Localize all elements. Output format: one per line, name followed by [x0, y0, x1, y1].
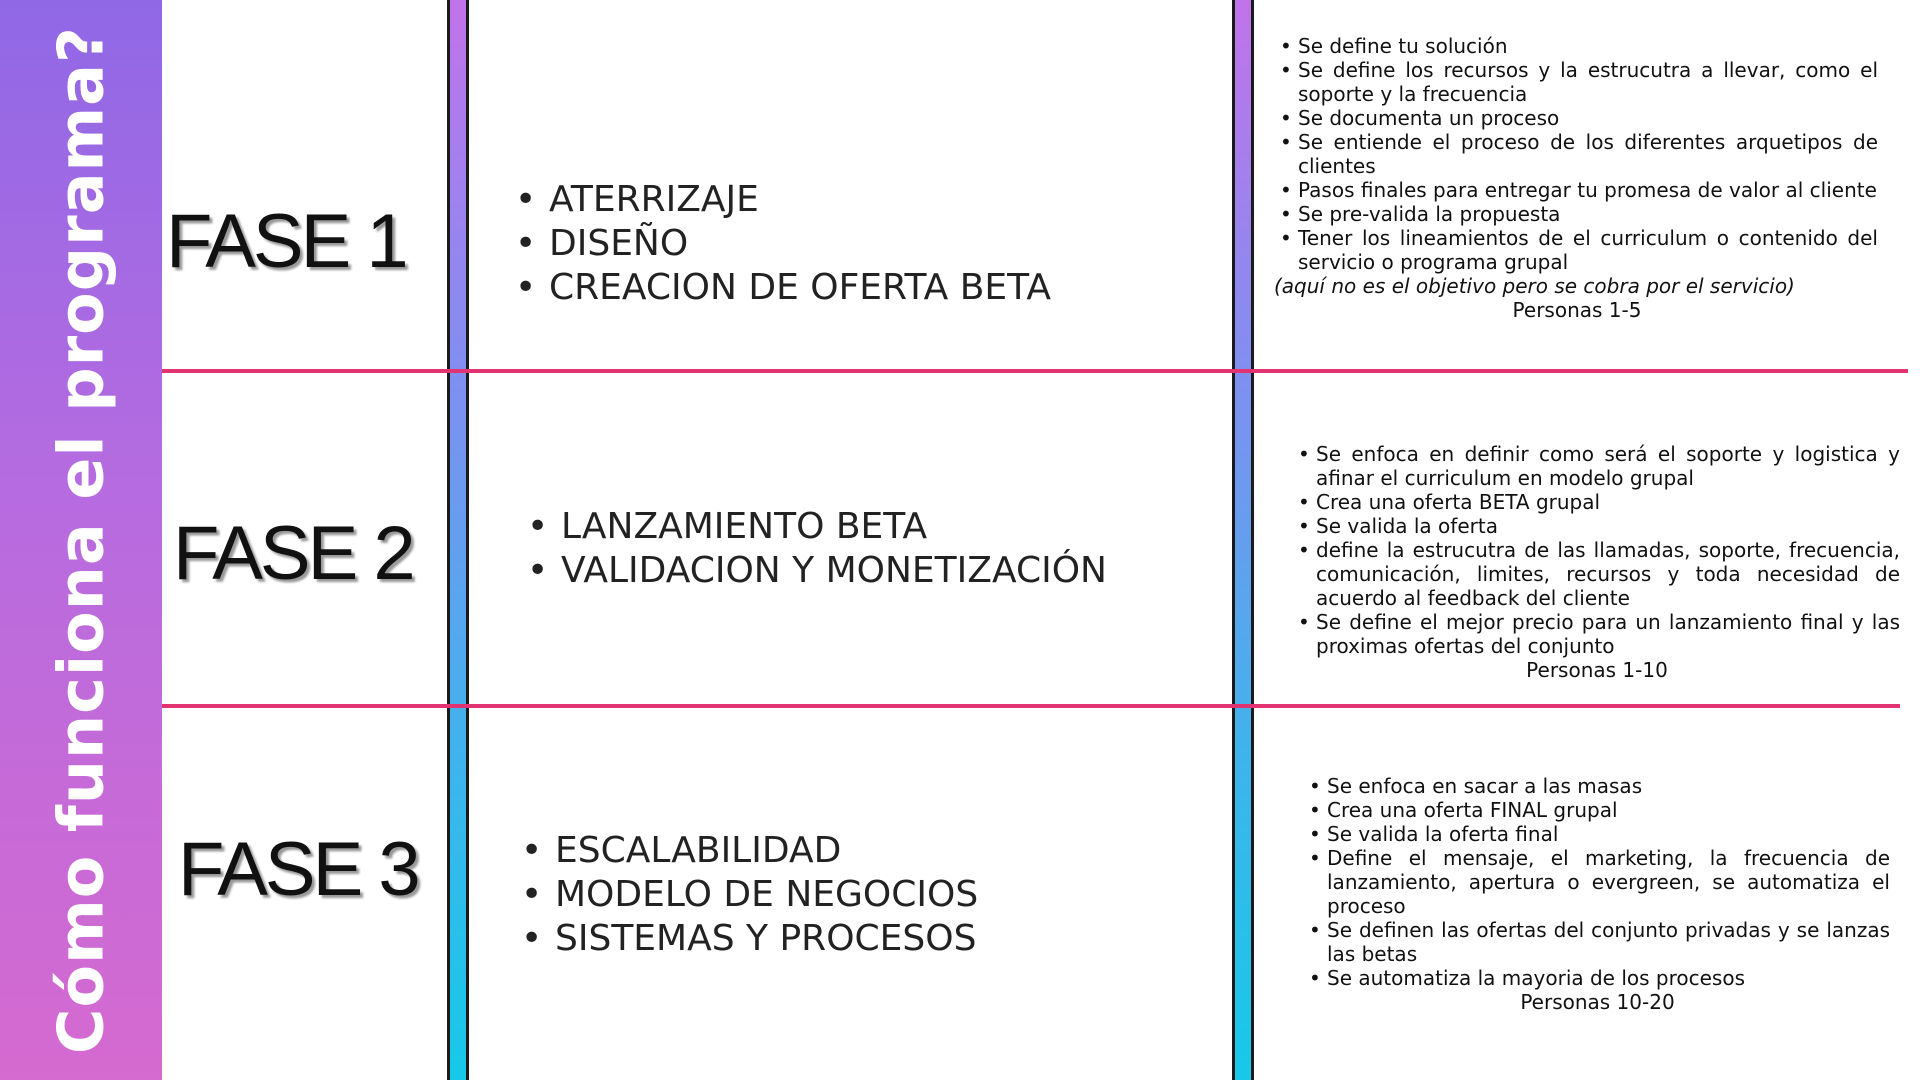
phase-1-details — [1276, 34, 1878, 322]
topic-item: • ATERRIZAJE — [515, 178, 1051, 222]
phase-1-topics — [515, 178, 1051, 310]
detail-item: • Se valida la oferta final — [1305, 822, 1890, 846]
detail-item: • define la estrucutra de las llamadas, soporte, frecuencia, comunicación, limites, recursos y toda necesidad de acuerdo al feedback del cliente — [1294, 538, 1900, 610]
detail-item: • Tener los lineamientos de el curriculum o contenido del servicio o programa grupal — [1276, 226, 1878, 274]
detail-item: • Se define los recursos y la estrucutra a llevar, como el soporte y la frecuencia — [1276, 58, 1878, 106]
phase-2-title: FASE 2 — [173, 511, 413, 596]
vertical-bar-left — [447, 0, 469, 1080]
detail-item: • Se enfoca en sacar a las masas — [1305, 774, 1890, 798]
phase-1-people: Personas 1-5 — [1512, 298, 1642, 322]
topic-item: • CREACION DE OFERTA BETA — [515, 266, 1051, 310]
detail-item: • Se pre-valida la propuesta — [1276, 202, 1878, 226]
detail-item: • Define el mensaje, el marketing, la frecuencia de lanzamiento, apertura o evergreen, se automatiza el proceso — [1305, 846, 1890, 918]
topic-item: • ESCALABILIDAD — [521, 829, 978, 873]
phase-2-details — [1294, 442, 1900, 682]
phase-3-details — [1305, 774, 1890, 1014]
sidebar-title: Cómo funciona el programa? — [44, 26, 118, 1054]
detail-item: • Se define el mejor precio para un lanzamiento final y las proximas ofertas del conjunto — [1294, 610, 1900, 658]
detail-item: • Se automatiza la mayoria de los procesos — [1305, 966, 1890, 990]
phase-3-topics — [521, 829, 978, 961]
phase-3-people: Personas 10-20 — [1520, 990, 1675, 1014]
detail-item: • Se entiende el proceso de los diferentes arquetipos de clientes — [1276, 130, 1878, 178]
topic-item: • DISEÑO — [515, 222, 1051, 266]
detail-item: • Se define tu solución — [1276, 34, 1878, 58]
detail-item: • Se valida la oferta — [1294, 514, 1900, 538]
detail-item: • Se enfoca en definir como será el soporte y logistica y afinar el curriculum en modelo grupal — [1294, 442, 1900, 490]
detail-item: • Se documenta un proceso — [1276, 106, 1878, 130]
detail-item: • Pasos finales para entregar tu promesa de valor al cliente — [1276, 178, 1878, 202]
divider-2 — [162, 704, 1900, 708]
detail-item: • Se definen las ofertas del conjunto privadas y se lanzas las betas — [1305, 918, 1890, 966]
topic-item: • SISTEMAS Y PROCESOS — [521, 917, 978, 961]
phase-2-people: Personas 1-10 — [1526, 658, 1668, 682]
topic-item: • LANZAMIENTO BETA — [527, 505, 1107, 549]
sidebar-banner — [0, 0, 162, 1080]
phase-1-note: (aquí no es el objetivo pero se cobra por el servicio) — [1274, 274, 1795, 298]
phase-1-title: FASE 1 — [166, 199, 406, 284]
detail-item: • Crea una oferta FINAL grupal — [1305, 798, 1890, 822]
divider-1 — [162, 369, 1908, 373]
detail-item: • Crea una oferta BETA grupal — [1294, 490, 1900, 514]
topic-item: • VALIDACION Y MONETIZACIÓN — [527, 549, 1107, 593]
topic-item: • MODELO DE NEGOCIOS — [521, 873, 978, 917]
vertical-bar-right — [1232, 0, 1254, 1080]
phase-3-title: FASE 3 — [178, 827, 418, 912]
phase-2-topics — [527, 505, 1107, 593]
